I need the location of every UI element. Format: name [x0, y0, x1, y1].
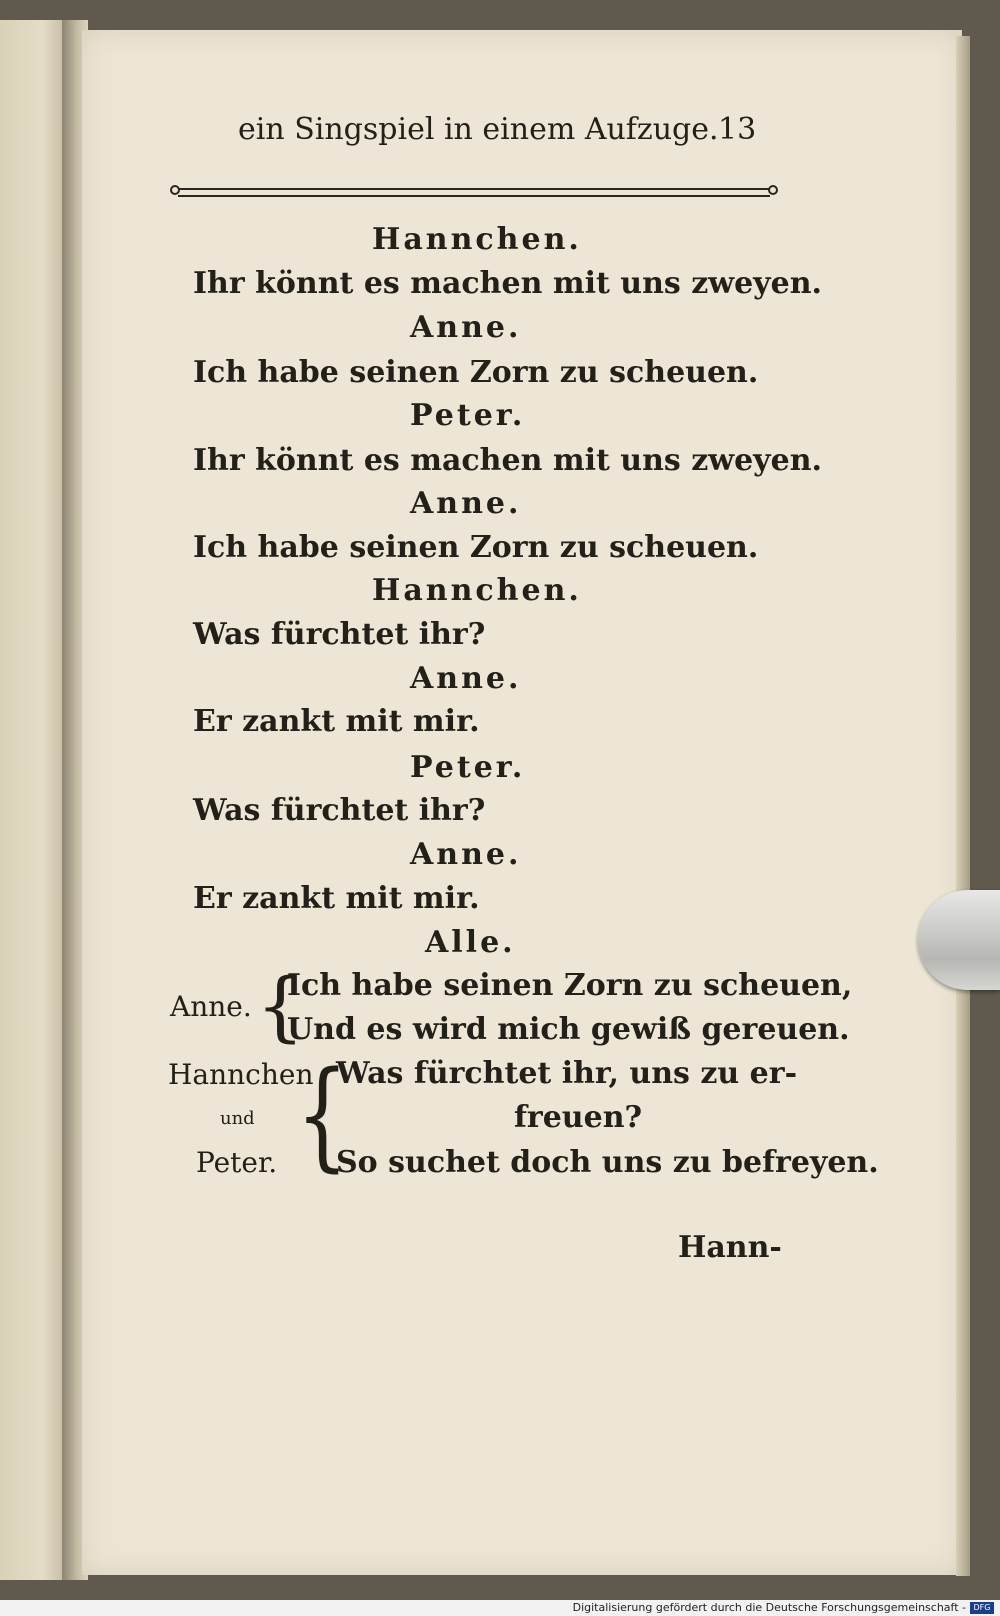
left-page-edge [0, 20, 70, 1580]
dialogue-line: Ihr könnt es machen mit uns zweyen. [193, 443, 822, 478]
pair-line-1: Was fürchtet ihr, uns zu er- [336, 1056, 798, 1091]
footer-credit: Digitalisierung gefördert durch die Deutsche Forschungsgemeinschaft - [572, 1601, 966, 1614]
page-fore-edge [956, 36, 970, 1576]
anne-brace: { [256, 961, 305, 1050]
speaker-name: Anne. [410, 661, 522, 696]
dialogue-line: Er zankt mit mir. [193, 881, 480, 916]
speaker-name: Peter. [410, 750, 526, 785]
speaker-name: Hannchen. [372, 222, 582, 257]
dfg-logo: DFG [970, 1602, 994, 1614]
pair-line-3: So suchet doch uns zu befreyen. [336, 1145, 879, 1180]
anne-label: Anne. [170, 990, 252, 1023]
dialogue-line: Er zankt mit mir. [193, 704, 480, 739]
catchword: Hann- [678, 1230, 782, 1265]
pair-label-2: und [220, 1108, 255, 1129]
running-title: ein Singspiel in einem Aufzuge. [238, 112, 719, 147]
anne-line-2: Und es wird mich gewiß gereuen. [287, 1012, 850, 1047]
pair-label-3: Peter. [196, 1146, 278, 1179]
footer-bar [0, 1600, 1000, 1616]
dialogue-line: Was fürchtet ihr? [193, 793, 486, 828]
pair-brace: { [296, 1045, 349, 1183]
ensemble-heading: Alle. [425, 925, 516, 960]
header-rule [170, 185, 778, 195]
speaker-name: Anne. [410, 310, 522, 345]
dialogue-line: Was fürchtet ihr? [193, 617, 486, 652]
speaker-name: Anne. [410, 837, 522, 872]
page-number: 13 [718, 112, 757, 147]
dialogue-line: Ich habe seinen Zorn zu scheuen. [193, 355, 759, 390]
pair-line-2: freuen? [514, 1100, 643, 1135]
dialogue-line: Ich habe seinen Zorn zu scheuen. [193, 530, 759, 565]
speaker-name: Hannchen. [372, 573, 582, 608]
speaker-name: Anne. [410, 486, 522, 521]
speaker-name: Peter. [410, 398, 526, 433]
anne-line-1: Ich habe seinen Zorn zu scheuen, [287, 968, 853, 1003]
pair-label-1: Hannchen [168, 1058, 314, 1091]
dialogue-line: Ihr könnt es machen mit uns zweyen. [193, 266, 822, 301]
